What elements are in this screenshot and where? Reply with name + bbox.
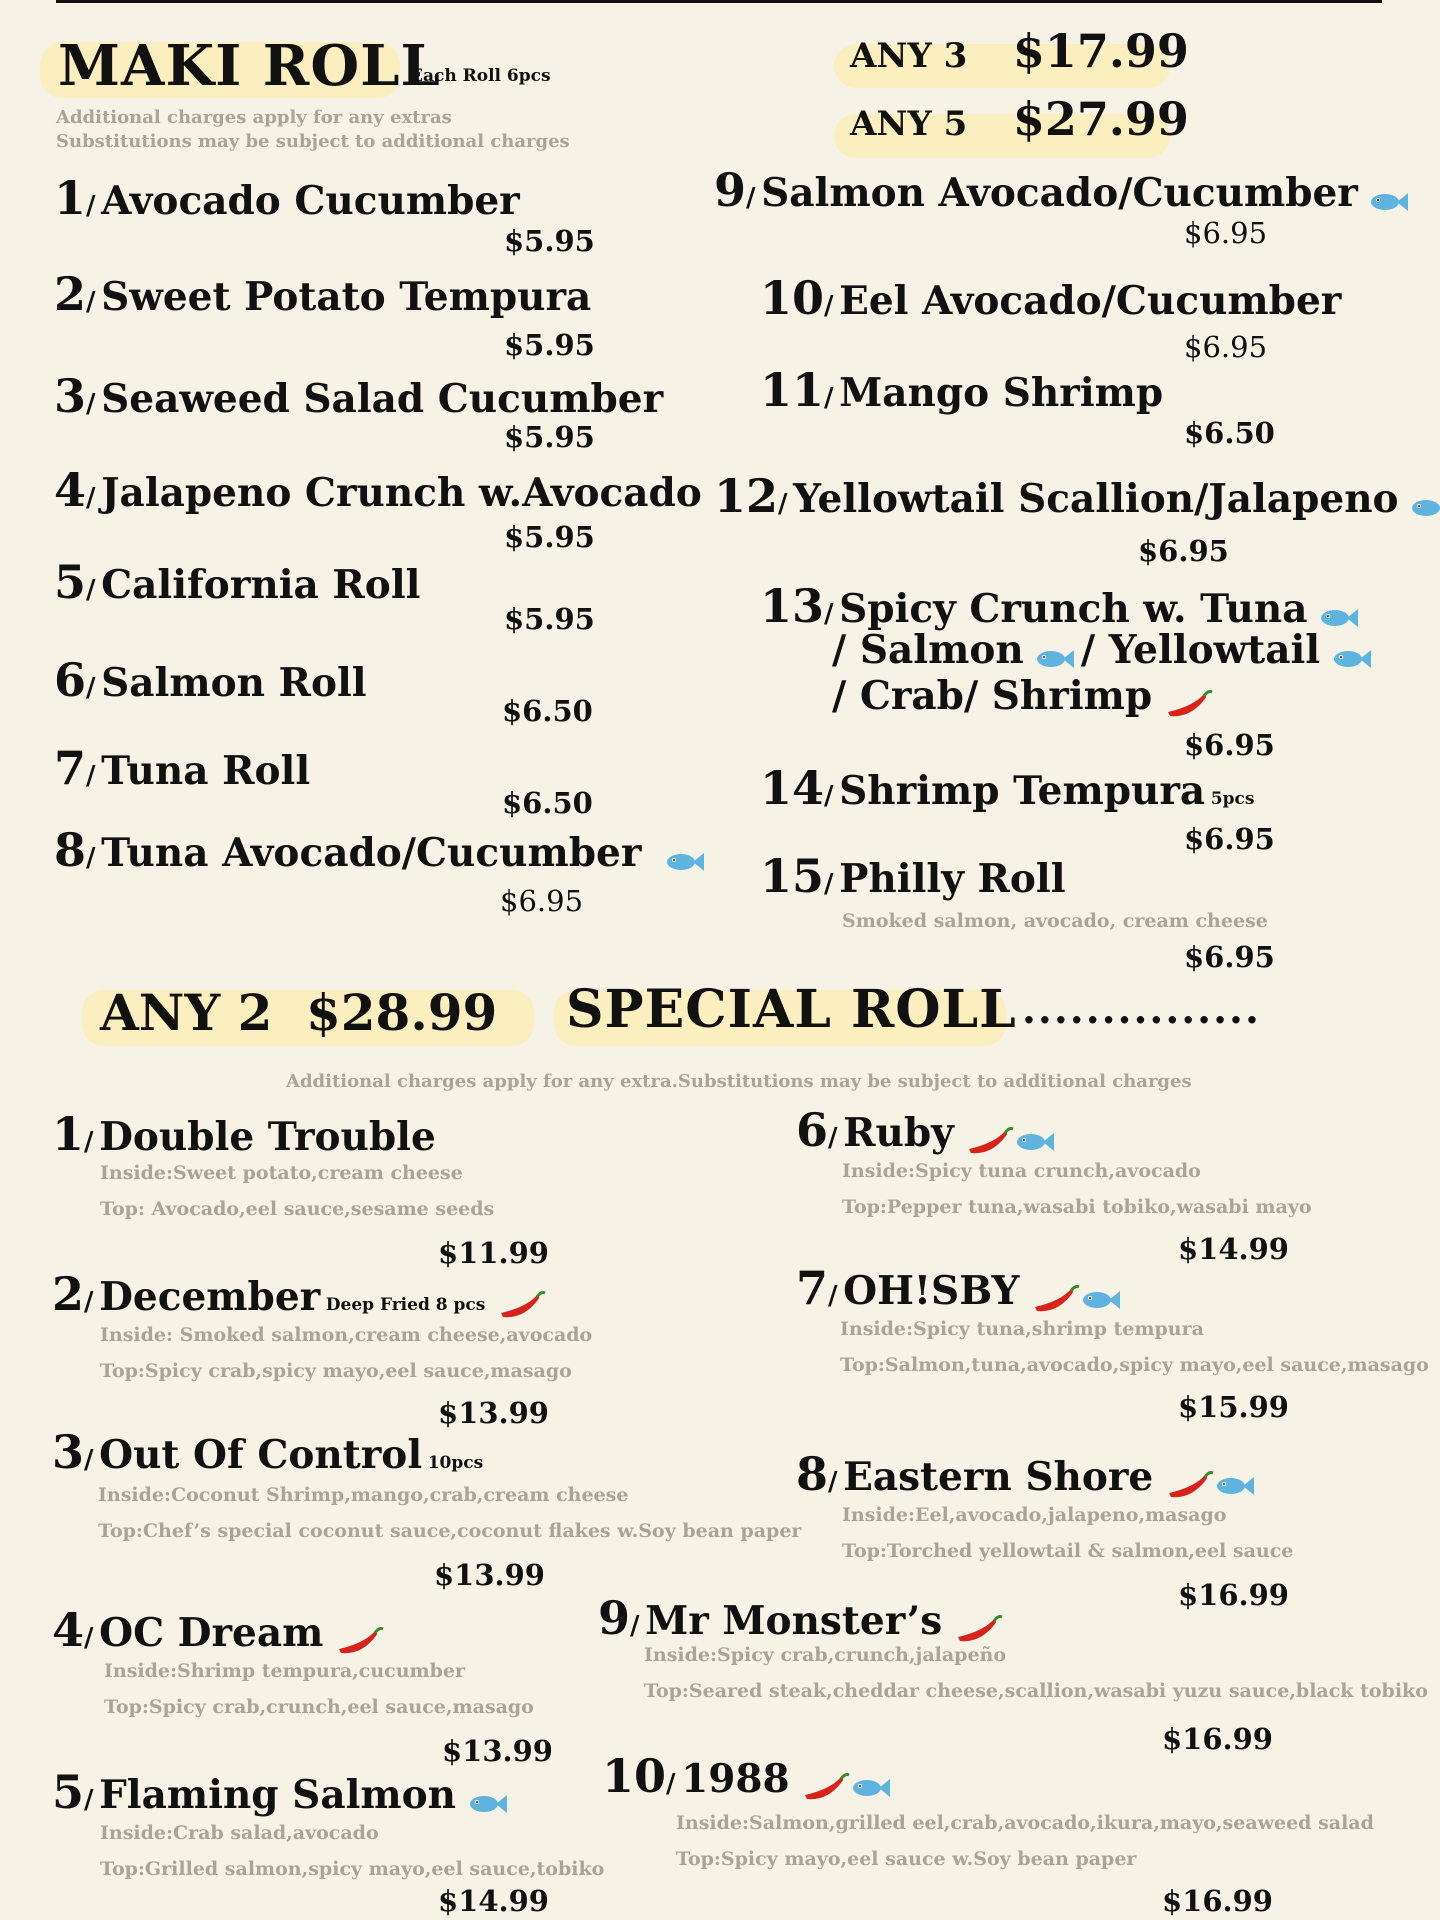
maki-item-14: 14/ Shrimp Tempura 5pcs	[760, 761, 1255, 815]
maki-note-2: Substitutions may be subject to additional charges	[56, 131, 570, 152]
item-top: Top:Salmon,tuna,avocado,spicy mayo,eel sauce,masago	[840, 1354, 1429, 1376]
item-price: $5.95	[504, 520, 595, 554]
item-name: Eastern Shore	[843, 1454, 1154, 1500]
item-name: Tuna Roll	[101, 748, 311, 794]
item-inside: Inside:Crab salad,avocado	[100, 1822, 379, 1844]
fish-icon	[851, 1775, 891, 1801]
item-top: Top:Spicy crab,crunch,eel sauce,masago	[104, 1696, 534, 1718]
special-item-4: 4/ OC Dream	[52, 1604, 385, 1657]
item-name: Seaweed Salad Cucumber	[101, 376, 664, 422]
item-inside: Inside:Sweet potato,cream cheese	[100, 1162, 463, 1184]
item-inside: Inside:Salmon,grilled eel,crab,avocado,ikura,mayo,seaweed salad	[676, 1812, 1374, 1834]
item-price: $14.99	[438, 1884, 549, 1918]
special-item-5: 5/ Flaming Salmon	[52, 1766, 508, 1819]
maki-item-13-line-3	[832, 674, 1214, 720]
item-name: Shrimp Tempura	[839, 768, 1206, 814]
item-number: 14	[760, 761, 825, 815]
item-extra: Deep Fried 8 pcs	[325, 1295, 486, 1315]
special-item-8: 8/ Eastern Shore	[796, 1448, 1255, 1501]
item-price: $5.95	[504, 602, 595, 636]
item-top: Top:Grilled salmon,spicy mayo,eel sauce,tobiko	[100, 1858, 605, 1880]
item-name: Sweet Potato Tempura	[101, 274, 592, 320]
special-item-3: 3/ Out Of Control 10pcs	[52, 1425, 484, 1479]
item-number: 4	[54, 463, 87, 517]
chili-pepper-icon	[1164, 690, 1214, 720]
item-price: $16.99	[1178, 1578, 1289, 1612]
item-number: 10	[760, 271, 825, 325]
item-price: $6.50	[1184, 416, 1275, 450]
special-item-10: 10/ 1988	[602, 1750, 891, 1803]
item-name: Salmon Avocado/Cucumber	[761, 170, 1358, 216]
item-top: Top:Torched yellowtail & salmon,eel sauce	[842, 1540, 1294, 1562]
fish-icon	[1015, 1129, 1055, 1155]
item-price: $5.95	[504, 420, 595, 454]
item-inside: Inside:Spicy crab,crunch,jalapeño	[644, 1644, 1007, 1666]
item-price: $15.99	[1178, 1390, 1289, 1424]
item-name: OC Dream	[99, 1610, 324, 1656]
item-price: $6.95	[1184, 216, 1268, 250]
maki-item-11: 11/ Mango Shrimp	[760, 363, 1164, 417]
maki-pieces-note: Each Roll 6pcs	[410, 66, 551, 86]
maki-item-9: 9/ Salmon Avocado/Cucumber	[714, 164, 1409, 217]
combo-label: ANY 3	[850, 36, 968, 76]
item-price: $6.95	[1184, 330, 1268, 364]
item-name: Mr Monster’s	[645, 1598, 943, 1644]
item-price: $6.95	[1184, 940, 1275, 974]
item-name-line-3: / Crab/ Shrimp	[832, 673, 1153, 719]
item-inside: Inside: Smoked salmon,cream cheese,avocado	[100, 1324, 593, 1346]
item-name: California Roll	[101, 562, 421, 608]
chili-pepper-icon	[1031, 1285, 1081, 1315]
item-description: Smoked salmon, avocado, cream cheese	[842, 910, 1268, 932]
item-number: 1	[52, 1107, 85, 1161]
special-item-2: 2/ December Deep Fried 8 pcs	[52, 1268, 547, 1321]
item-number: 7	[54, 741, 87, 795]
item-name: Yellowtail Scallion/Jalapeno	[793, 476, 1399, 522]
item-number: 9	[598, 1591, 631, 1645]
item-top: Top:Spicy crab,spicy mayo,eel sauce,masago	[100, 1360, 572, 1382]
item-name: Salmon Roll	[101, 660, 367, 706]
item-price: $6.95	[1184, 728, 1275, 762]
item-price: $13.99	[438, 1396, 549, 1430]
fish-icon	[665, 849, 705, 875]
special-item-1: 1/ Double Trouble	[52, 1107, 436, 1161]
special-item-6: 6/ Ruby	[796, 1104, 1055, 1157]
item-top: Top:Seared steak,cheddar cheese,scallion,wasabi yuzu sauce,black tobiko	[644, 1680, 1428, 1702]
chili-pepper-icon	[965, 1127, 1015, 1157]
maki-item-2: 2/ Sweet Potato Tempura	[54, 267, 592, 321]
fish-icon	[1081, 1287, 1121, 1313]
combo-label: ANY 2	[100, 983, 273, 1042]
chili-pepper-icon	[1165, 1471, 1215, 1501]
item-name-line-1: Spicy Crunch w. Tuna	[839, 586, 1308, 632]
item-inside: Inside:Shrimp tempura,cucumber	[104, 1660, 466, 1682]
special-note: Additional charges apply for any extra.Substitutions may be subject to additional charges	[286, 1071, 1192, 1092]
item-number: 11	[760, 363, 825, 417]
fish-icon	[1369, 189, 1409, 215]
item-price: $13.99	[434, 1558, 545, 1592]
item-name: Philly Roll	[839, 856, 1066, 902]
combo-price: $27.99	[1012, 92, 1189, 146]
item-top: Top:Chef’s special coconut sauce,coconut flakes w.Soy bean paper	[98, 1520, 802, 1542]
item-number: 6	[796, 1103, 829, 1157]
special-item-7: 7/ OH!SBY	[796, 1262, 1121, 1315]
maki-item-13: 13/ Spicy Crunch w. Tuna	[760, 580, 1359, 633]
item-name: Flaming Salmon	[99, 1772, 457, 1818]
item-number: 15	[760, 849, 825, 903]
item-name: Double Trouble	[99, 1114, 436, 1160]
title-dots: ...............	[1022, 986, 1261, 1033]
maki-item-3: 3/ Seaweed Salad Cucumber	[54, 369, 664, 423]
item-name: December	[99, 1274, 321, 1320]
maki-item-12: 12/ Yellowtail Scallion/Jalapeno	[714, 470, 1440, 523]
combo-any3	[850, 24, 1189, 78]
item-number: 2	[54, 267, 87, 321]
item-price: $5.95	[504, 224, 595, 258]
item-top: Top:Pepper tuna,wasabi tobiko,wasabi mayo	[842, 1196, 1312, 1218]
item-number: 9	[714, 163, 747, 217]
combo-any2	[100, 983, 498, 1042]
item-number: 3	[54, 369, 87, 423]
item-number: 3	[52, 1425, 85, 1479]
maki-item-5: 5/ California Roll	[54, 555, 421, 609]
item-inside: Inside:Spicy tuna,shrimp tempura	[840, 1318, 1204, 1340]
maki-item-1: 1/ Avocado Cucumber	[54, 171, 520, 225]
item-number: 8	[796, 1447, 829, 1501]
item-number: 4	[52, 1603, 85, 1657]
fish-icon	[1332, 646, 1372, 672]
item-price: $16.99	[1162, 1884, 1273, 1918]
special-title: SPECIAL ROLL	[566, 979, 1017, 1040]
item-price: $14.99	[1178, 1232, 1289, 1266]
top-rule	[56, 0, 1382, 3]
maki-item-10: 10/ Eel Avocado/Cucumber	[760, 271, 1342, 325]
item-inside: Inside:Eel,avocado,jalapeno,masago	[842, 1504, 1227, 1526]
item-name: Eel Avocado/Cucumber	[839, 278, 1342, 324]
maki-item-7: 7/ Tuna Roll	[54, 741, 311, 795]
item-name: Mango Shrimp	[839, 370, 1164, 416]
item-name: Jalapeno Crunch w.Avocado	[101, 470, 702, 516]
maki-note-1: Additional charges apply for any extras	[56, 107, 452, 128]
item-price: $6.95	[1184, 822, 1275, 856]
item-name-line-2b: / Yellowtail	[1080, 627, 1321, 673]
maki-item-6: 6/ Salmon Roll	[54, 653, 367, 707]
item-number: 5	[52, 1765, 85, 1819]
item-name: Tuna Avocado/Cucumber	[101, 830, 642, 876]
maki-title: MAKI ROLL	[58, 33, 441, 99]
item-number: 10	[602, 1749, 667, 1803]
item-number: 13	[760, 579, 825, 633]
chili-pepper-icon	[497, 1291, 547, 1321]
combo-price: $28.99	[305, 983, 498, 1042]
item-extra: 10pcs	[427, 1453, 484, 1473]
item-number: 6	[54, 653, 87, 707]
item-price: $13.99	[442, 1734, 553, 1768]
item-number: 5	[54, 555, 87, 609]
item-name: 1988	[681, 1756, 790, 1802]
combo-price: $17.99	[1012, 24, 1189, 78]
item-top: Top: Avocado,eel sauce,sesame seeds	[100, 1198, 495, 1220]
maki-item-8: 8/ Tuna Avocado/Cucumber	[54, 824, 705, 877]
chili-pepper-icon	[954, 1615, 1004, 1645]
chili-pepper-icon	[801, 1773, 851, 1803]
item-number: 7	[796, 1261, 829, 1315]
chili-pepper-icon	[335, 1627, 385, 1657]
fish-icon	[1319, 605, 1359, 631]
item-name: Out Of Control	[99, 1432, 423, 1478]
maki-item-4: 4/ Jalapeno Crunch w.Avocado	[54, 463, 702, 517]
item-note: 5pcs	[1210, 789, 1255, 809]
fish-icon	[468, 1791, 508, 1817]
item-price: $5.95	[504, 328, 595, 362]
maki-item-15: 15/ Philly Roll	[760, 849, 1066, 903]
item-price: $6.50	[502, 786, 593, 820]
combo-any5	[850, 92, 1189, 146]
item-inside: Inside:Spicy tuna crunch,avocado	[842, 1160, 1201, 1182]
item-number: 12	[714, 469, 779, 523]
item-price: $6.95	[1138, 534, 1229, 568]
item-price: $16.99	[1162, 1722, 1273, 1756]
fish-icon	[1035, 646, 1075, 672]
special-item-9: 9/ Mr Monster’s	[598, 1592, 1004, 1645]
item-name-line-2: / Salmon	[832, 627, 1024, 673]
fish-icon	[1410, 495, 1440, 521]
item-number: 1	[54, 171, 87, 225]
item-number: 8	[54, 823, 87, 877]
item-price: $6.95	[500, 884, 584, 918]
item-name: OH!SBY	[843, 1268, 1020, 1314]
item-price: $6.50	[502, 694, 593, 728]
item-top: Top:Spicy mayo,eel sauce w.Soy bean paper	[676, 1848, 1137, 1870]
item-name: Ruby	[843, 1110, 954, 1156]
item-number: 2	[52, 1267, 85, 1321]
item-price: $11.99	[438, 1236, 549, 1270]
item-inside: Inside:Coconut Shrimp,mango,crab,cream cheese	[98, 1484, 629, 1506]
fish-icon	[1215, 1473, 1255, 1499]
combo-label: ANY 5	[850, 104, 968, 144]
maki-item-13-line-2	[832, 628, 1372, 673]
item-name: Avocado Cucumber	[101, 178, 520, 224]
